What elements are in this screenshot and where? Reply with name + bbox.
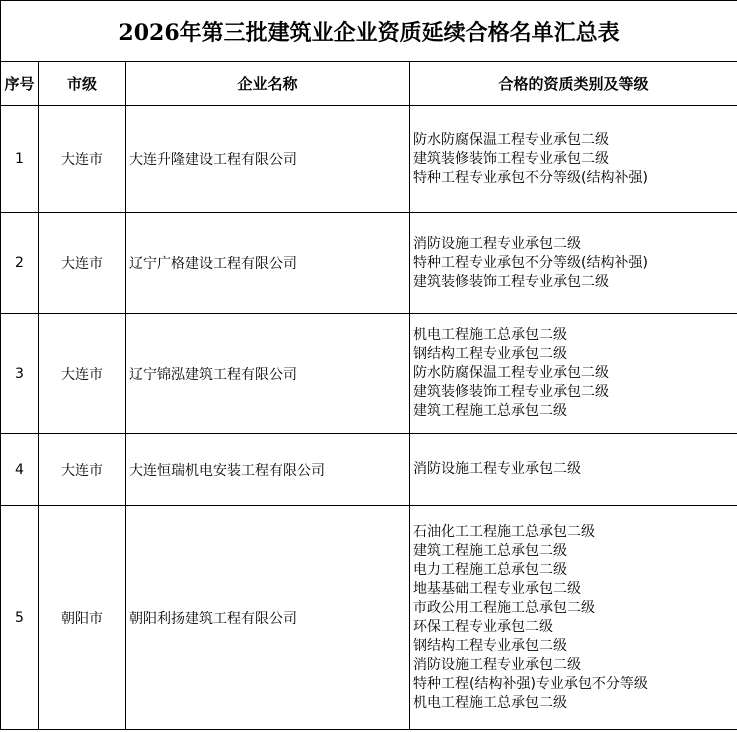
row-number: 1 (1, 106, 39, 213)
qualification-item: 机电工程施工总承包二级 (413, 694, 567, 711)
company-name: 辽宁锦泓建筑工程有限公司 (126, 314, 410, 434)
qualification-item: 钢结构工程专业承包二级 (413, 637, 567, 654)
qualification-item: 建筑装修装饰工程专业承包二级 (413, 150, 609, 167)
qualification-item: 特种工程专业承包不分等级(结构补强) (413, 254, 648, 271)
city-cell: 大连市 (39, 434, 126, 506)
row-number: 4 (1, 434, 39, 506)
qualification-item: 防水防腐保温工程专业承包二级 (413, 365, 609, 381)
company-name: 大连恒瑞机电安装工程有限公司 (126, 434, 410, 506)
qualification-item: 消防设施工程专业承包二级 (413, 461, 581, 477)
row-number: 2 (1, 213, 39, 314)
qualifications-cell (410, 506, 737, 730)
qualification-item: 建筑装修装饰工程专业承包二级 (413, 273, 609, 290)
city-cell: 大连市 (39, 213, 126, 314)
row-number: 5 (1, 506, 39, 730)
qualification-item: 建筑装修装饰工程专业承包二级 (413, 384, 609, 400)
header-qualifications: 合格的资质类别及等级 (410, 62, 737, 106)
city-cell: 朝阳市 (39, 506, 126, 730)
header-city: 市级 (39, 62, 126, 106)
qualifications-cell (410, 213, 737, 314)
company-name: 大连升隆建设工程有限公司 (126, 106, 410, 213)
qualification-item: 市政公用工程施工总承包二级 (413, 599, 595, 616)
company-name: 辽宁广格建设工程有限公司 (126, 213, 410, 314)
qualification-item: 建筑工程施工总承包二级 (413, 403, 567, 419)
table-row (1, 434, 737, 506)
company-name: 朝阳利扬建筑工程有限公司 (126, 506, 410, 730)
qualification-item: 环保工程专业承包二级 (413, 618, 553, 635)
qualification-item: 钢结构工程专业承包二级 (413, 346, 567, 362)
qualification-item: 特种工程(结构补强)专业承包不分等级 (413, 675, 648, 692)
qualification-item: 消防设施工程专业承包二级 (413, 656, 581, 673)
qualifications-cell (410, 106, 737, 213)
header-no: 序号 (1, 62, 39, 106)
header-company: 企业名称 (126, 62, 410, 106)
city-cell: 大连市 (39, 314, 126, 434)
qualification-item: 特种工程专业承包不分等级(结构补强) (413, 169, 648, 186)
qualification-item: 电力工程施工总承包二级 (413, 561, 567, 578)
table-row (1, 314, 737, 434)
qualification-item: 消防设施工程专业承包二级 (413, 235, 581, 252)
qualifications-cell (410, 314, 737, 434)
row-number: 3 (1, 314, 39, 434)
table-row (1, 213, 737, 314)
qualification-item: 地基基础工程专业承包二级 (413, 580, 581, 597)
table-row (1, 506, 737, 730)
table-title: 2026年第三批建筑业企业资质延续合格名单汇总表 (1, 1, 737, 62)
qualification-item: 石油化工工程施工总承包二级 (413, 523, 595, 540)
table-row (1, 106, 737, 213)
header-row (1, 62, 737, 106)
qualifications-cell (410, 434, 737, 506)
qualification-item: 建筑工程施工总承包二级 (413, 542, 567, 559)
qualification-item: 防水防腐保温工程专业承包二级 (413, 131, 609, 148)
city-cell: 大连市 (39, 106, 126, 213)
qualification-item: 机电工程施工总承包二级 (413, 327, 567, 343)
